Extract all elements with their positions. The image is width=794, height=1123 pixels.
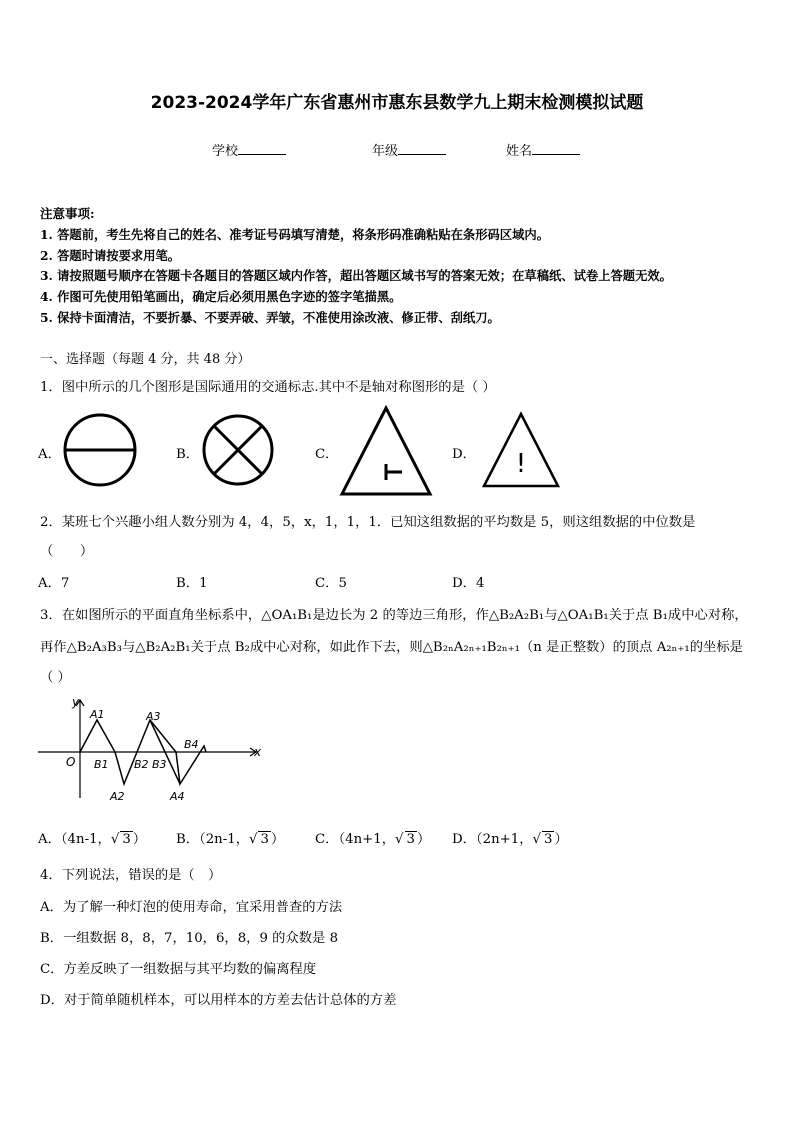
- q3-line1-b: △OA₁B₁是边长为 2 的等边三角形，作△B₂A₂B₁与△OA₁B₁关于点 B₁成中心对称，: [261, 608, 748, 623]
- q3-option-d-root: 3: [544, 832, 553, 847]
- x-axis-label: x: [254, 745, 262, 759]
- sqrt-icon: √: [249, 832, 258, 847]
- q3-option-b-prefix: B．（2n-1，: [176, 832, 249, 847]
- grade-blank: [398, 142, 446, 155]
- school-blank: [238, 142, 286, 155]
- q2-option-b: B．1: [176, 576, 208, 591]
- sign-d-triangle-exclamation-icon: [480, 410, 562, 490]
- sign-c-triangle-t-icon: [338, 404, 434, 498]
- label-a3: A3: [146, 710, 161, 723]
- label-a1: A1: [90, 708, 105, 721]
- q3-paren: （ ）: [40, 670, 71, 685]
- section-heading: 一、选择题（每题 4 分，共 48 分）: [40, 352, 251, 367]
- page-title: 2023-2024学年广东省惠州市惠东县数学九上期末检测模拟试题: [150, 93, 644, 113]
- q1-stem: 1．图中所示的几个图形是国际通用的交通标志.其中不是轴对称图形的是（ ）: [40, 380, 496, 395]
- q2-option-d: D．4: [452, 576, 485, 591]
- school-label: 学校: [212, 144, 239, 159]
- label-b4: B4: [184, 738, 199, 751]
- y-axis-label: y: [72, 695, 80, 709]
- q3-option-c-prefix: C．（4n+1，: [315, 832, 396, 847]
- q4-option-d: D．对于简单随机样本，可以用样本的方差去估计总体的方差: [40, 993, 397, 1008]
- q4-option-b: B．一组数据 8，8，7，10，6，8，9 的众数是 8: [40, 931, 339, 946]
- q1-label-b: B．: [176, 447, 200, 462]
- q3-coordinate-graph: [34, 694, 270, 806]
- q3-option-b: [176, 828, 284, 847]
- q3-option-a: [38, 828, 146, 847]
- school-field: [212, 140, 286, 159]
- q3-line2: 再作△B₂A₃B₃与△B₂A₂B₁关于点 B₂成中心对称，如此作下去，则△B₂ₙA₂ₙ₊₁B₂ₙ₊₁（n 是正整数）的顶点 A₂ₙ₊₁的坐标是: [40, 640, 743, 655]
- origin-label: O: [66, 755, 76, 769]
- q3-option-c-root: 3: [406, 832, 415, 847]
- name-label: 姓名: [506, 144, 533, 159]
- q2-option-a: A．7: [38, 576, 70, 591]
- note-item: 2. 答题时请按要求用笔。: [40, 248, 181, 263]
- sqrt-icon: √: [532, 832, 542, 847]
- q1-label-a: A．: [38, 447, 61, 462]
- sqrt-icon: √: [395, 832, 404, 847]
- note-item: 1. 答题前，考生先将自己的姓名、准考证号码填写清楚，将条形码准确粘贴在条形码区域内。: [40, 227, 549, 242]
- note-item: 5. 保持卡面清洁，不要折暴、不要弄破、弄皱，不准使用涂改液、修正带、刮纸刀。: [40, 310, 500, 325]
- q2-paren: （ ）: [40, 544, 94, 559]
- label-a4: A4: [170, 790, 185, 803]
- sqrt-icon: √: [110, 832, 120, 847]
- notes-heading: 注意事项:: [40, 206, 95, 221]
- name-blank: [532, 142, 580, 155]
- name-field: [506, 140, 580, 159]
- q3-option-d-suffix: ）: [554, 832, 568, 847]
- note-item: 3. 请按照题号顺序在答题卡各题目的答题区域内作答，超出答题区域书写的答案无效；在草稿纸、试卷上答题无效。: [40, 268, 672, 283]
- q3-option-a-suffix: ）: [132, 832, 147, 847]
- q3-option-b-root: 3: [260, 832, 269, 847]
- q3-option-a-root: 3: [122, 832, 131, 847]
- exclamation-text: !: [515, 449, 527, 479]
- q3-option-b-suffix: ）: [270, 832, 285, 847]
- q3-option-d: [452, 828, 568, 847]
- q3-line1-a: 3．在如图所示的平面直角坐标系中，: [40, 608, 262, 623]
- label-b3: B3: [152, 758, 167, 771]
- grade-label: 年级: [372, 144, 399, 159]
- grade-field: [372, 140, 446, 159]
- label-b2: B2: [134, 758, 149, 771]
- q3-line1: [40, 604, 748, 623]
- sign-b-circle-cross-icon: [200, 412, 276, 488]
- q1-label-d: D．: [452, 447, 476, 462]
- q3-option-d-prefix: D．（2n+1，: [452, 832, 533, 847]
- q1-label-c: C．: [315, 447, 339, 462]
- q4-stem: 4．下列说法，错误的是（ ）: [40, 868, 222, 883]
- note-item: 4. 作图可先使用铅笔画出，确定后必须用黑色字迹的签字笔描黑。: [40, 289, 402, 304]
- q2-stem: 2．某班七个兴趣小组人数分别为 4，4，5，x，1，1，1．已知这组数据的平均数是 5，则这组数据的中位数是: [40, 515, 696, 530]
- q2-option-c: C．5: [315, 576, 347, 591]
- label-b1: B1: [94, 758, 109, 771]
- q3-option-c: [315, 828, 430, 847]
- q4-option-a: A．为了解一种灯泡的使用寿命，宜采用普查的方法: [40, 900, 343, 915]
- label-a2: A2: [110, 790, 125, 803]
- q4-option-c: C．方差反映了一组数据与其平均数的偏离程度: [40, 962, 317, 977]
- sign-a-circle-bar-icon: [62, 412, 138, 488]
- q3-option-c-suffix: ）: [417, 832, 431, 847]
- q3-option-a-prefix: A．（4n-1，: [38, 832, 111, 847]
